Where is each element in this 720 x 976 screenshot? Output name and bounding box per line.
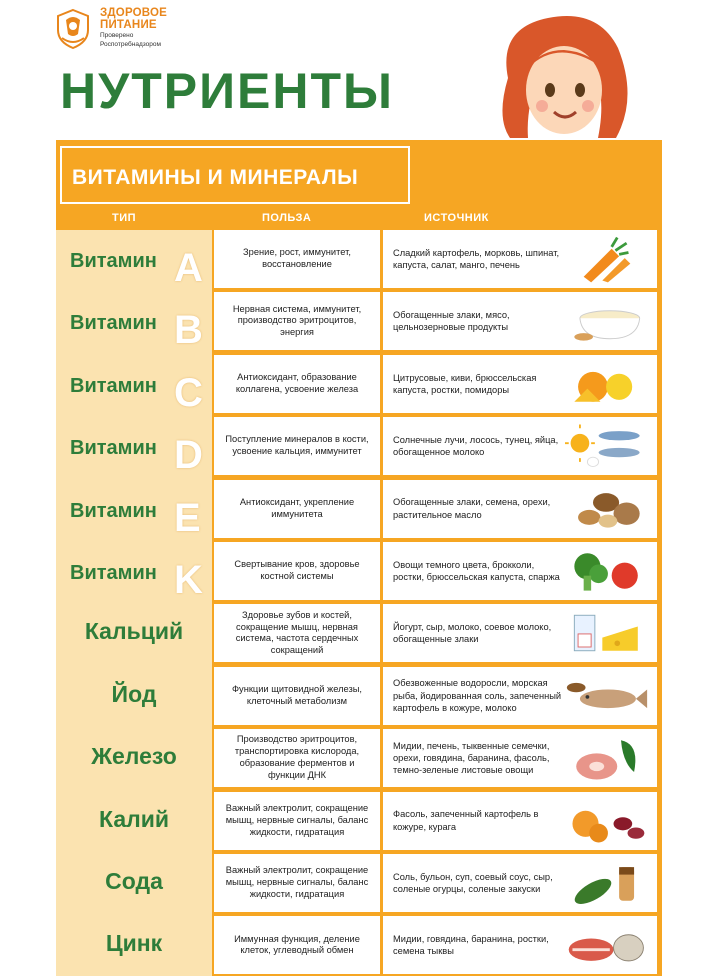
source-text: Мидии, печень, тыквенные семечки, орехи, говядина, баранина, фасоль, темно-зеленые листовые овощи <box>393 740 550 776</box>
benefit-cell: Зрение, рост, иммунитет, восстановление <box>214 230 380 288</box>
page-title: НУТРИЕНТЫ <box>60 63 394 119</box>
benefit-cell: Важный электролит, сокращение мышц, нервные сигналы, баланс жидкости, гидратация <box>214 792 380 850</box>
column-header-benefit: ПОЛЬЗА <box>262 212 312 224</box>
column-header-source: ИСТОЧНИК <box>424 212 489 224</box>
source-cell <box>383 292 657 350</box>
table-row <box>0 667 720 727</box>
source-text: Обогащенные злаки, семена, орехи, растительное масло <box>393 497 551 520</box>
carrot-icon <box>565 234 649 284</box>
source-text: Овощи темного цвета, брокколи, ростки, брюссельская капуста, спаржа <box>393 559 560 582</box>
pickle-icon <box>565 858 649 908</box>
source-cell <box>383 854 657 912</box>
nuts-icon <box>565 484 649 534</box>
table-row <box>0 604 720 664</box>
table-row <box>0 854 720 914</box>
dairy-icon <box>565 608 649 658</box>
vitamin-letter: E <box>174 495 201 540</box>
source-cell <box>383 417 657 475</box>
nutrient-type <box>56 230 212 290</box>
apricot-bean-icon <box>565 796 649 846</box>
nutrient-type <box>56 542 212 602</box>
section-subtitle: ВИТАМИНЫ И МИНЕРАЛЫ <box>72 166 359 189</box>
benefit-cell: Антиоксидант, укрепление иммунитета <box>214 480 380 538</box>
source-text: Обогащенные злаки, мясо, цельнозерновые продукты <box>393 310 510 333</box>
benefit-cell: Свертывание кров, здоровье костной системы <box>214 542 380 600</box>
nutrient-type <box>56 292 212 352</box>
benefit-cell: Функции щитовидной железы, клеточный метаболизм <box>214 667 380 725</box>
nutrient-type <box>56 417 212 477</box>
source-text: Соль, бульон, суп, соевый соус, сыр, соленые огурцы, соленые закуски <box>393 871 553 894</box>
nutrient-type <box>56 480 212 540</box>
table-row <box>0 480 720 540</box>
benefit-cell: Поступление минералов в кости, усвоение кальция, иммунитет <box>214 417 380 475</box>
benefit-cell: Важный электролит, сокращение мышц, нервные сигналы, баланс жидкости, гидратация <box>214 854 380 912</box>
vitamin-letter: K <box>174 558 203 602</box>
table-row <box>0 292 720 352</box>
nutrient-name: Йод <box>111 680 157 707</box>
logo-title-line1: ЗДОРОВОЕ <box>100 7 168 19</box>
nutrient-type <box>56 916 212 976</box>
nutrient-type <box>56 854 212 914</box>
source-text: Обезвоженные водоросли, морская рыба, йодированная соль, запеченный картофель в кожуре, молоко <box>393 678 562 713</box>
table-row <box>0 916 720 976</box>
vitamin-letter: B <box>174 308 203 353</box>
nutrient-name: Витамин <box>70 374 157 397</box>
source-cell <box>383 542 657 600</box>
source-text: Солнечные лучи, лосось, тунец, яйца, обогащенное молоко <box>393 434 559 458</box>
nutrient-name: Витамин <box>70 437 157 460</box>
table-row <box>0 792 720 852</box>
vitamin-letter: C <box>174 370 203 415</box>
source-cell <box>383 729 657 787</box>
table-row <box>0 729 720 789</box>
fish-icon <box>565 671 649 721</box>
nutrient-name: Витамин <box>70 312 157 335</box>
source-text: Сладкий картофель, морковь, шпинат, капуста, салат, манго, печень <box>393 247 560 270</box>
benefit-cell: Антиоксидант, образование коллагена, усвоение железа <box>214 355 380 413</box>
sun-fish-icon <box>565 421 649 471</box>
mussel-icon <box>565 920 649 970</box>
table-row <box>0 542 720 602</box>
table-row <box>0 355 720 415</box>
logo-sub-line1: Проверено <box>100 32 134 39</box>
benefit-cell: Нервная система, иммунитет, производство эритроцитов, энергия <box>214 292 380 350</box>
rospotrebnadzor-emblem-icon <box>54 8 92 50</box>
source-cell <box>383 792 657 850</box>
nutrient-type <box>56 604 212 664</box>
nutrient-name: Калий <box>99 805 169 832</box>
table-row <box>0 230 720 290</box>
logo-sub-line2: Роспотребнадзором <box>100 40 161 48</box>
subtitle-frame <box>60 146 410 204</box>
source-cell <box>383 230 657 288</box>
source-cell <box>383 916 657 974</box>
nutrient-name: Железо <box>91 743 177 770</box>
nutrient-name: Витамин <box>70 250 157 272</box>
logo <box>54 8 167 50</box>
nutrient-type <box>56 355 212 415</box>
nutrient-name: Кальций <box>84 618 184 645</box>
table-row <box>0 417 720 477</box>
citrus-icon <box>565 359 649 409</box>
nutrient-type <box>56 792 212 852</box>
source-cell <box>383 355 657 413</box>
logo-title-line2: ПИТАНИЕ <box>100 18 157 31</box>
source-cell <box>383 604 657 662</box>
porridge-icon <box>565 296 649 346</box>
source-text: Цитрусовые, киви, брюссельская капуста, ростки, помидоры <box>393 372 537 395</box>
meat-greens-icon <box>565 733 649 783</box>
nutrient-type <box>56 729 212 789</box>
broccoli-icon <box>565 546 649 596</box>
nutrient-name: Цинк <box>105 930 163 957</box>
benefit-cell: Здоровье зубов и костей, сокращение мышц, нервная система, частота сердечных сокращений <box>214 604 380 662</box>
nutrient-name: Сода <box>105 868 163 894</box>
benefit-cell: Иммунная функция, деление клеток, углеводный обмен <box>214 916 380 974</box>
vitamin-letter: D <box>174 433 203 478</box>
column-header-type: ТИП <box>112 212 137 224</box>
nutrient-name: Витамин <box>70 499 157 522</box>
nutrient-name: Витамин <box>70 562 157 584</box>
source-text: Мидии, говядина, баранина, ростки, семена тыквы <box>393 934 549 957</box>
nutrient-type <box>56 667 212 727</box>
source-cell <box>383 480 657 538</box>
benefit-cell: Производство эритроцитов, транспортировка кислорода, образование ферментов и функции ДНК <box>214 729 380 787</box>
source-text: Йогурт, сыр, молоко, соевое молоко, обогащенные злаки <box>393 622 552 645</box>
vitamin-letter: A <box>174 246 203 290</box>
source-text: Фасоль, запеченный картофель в кожуре, курага <box>393 809 539 832</box>
source-cell <box>383 667 657 725</box>
